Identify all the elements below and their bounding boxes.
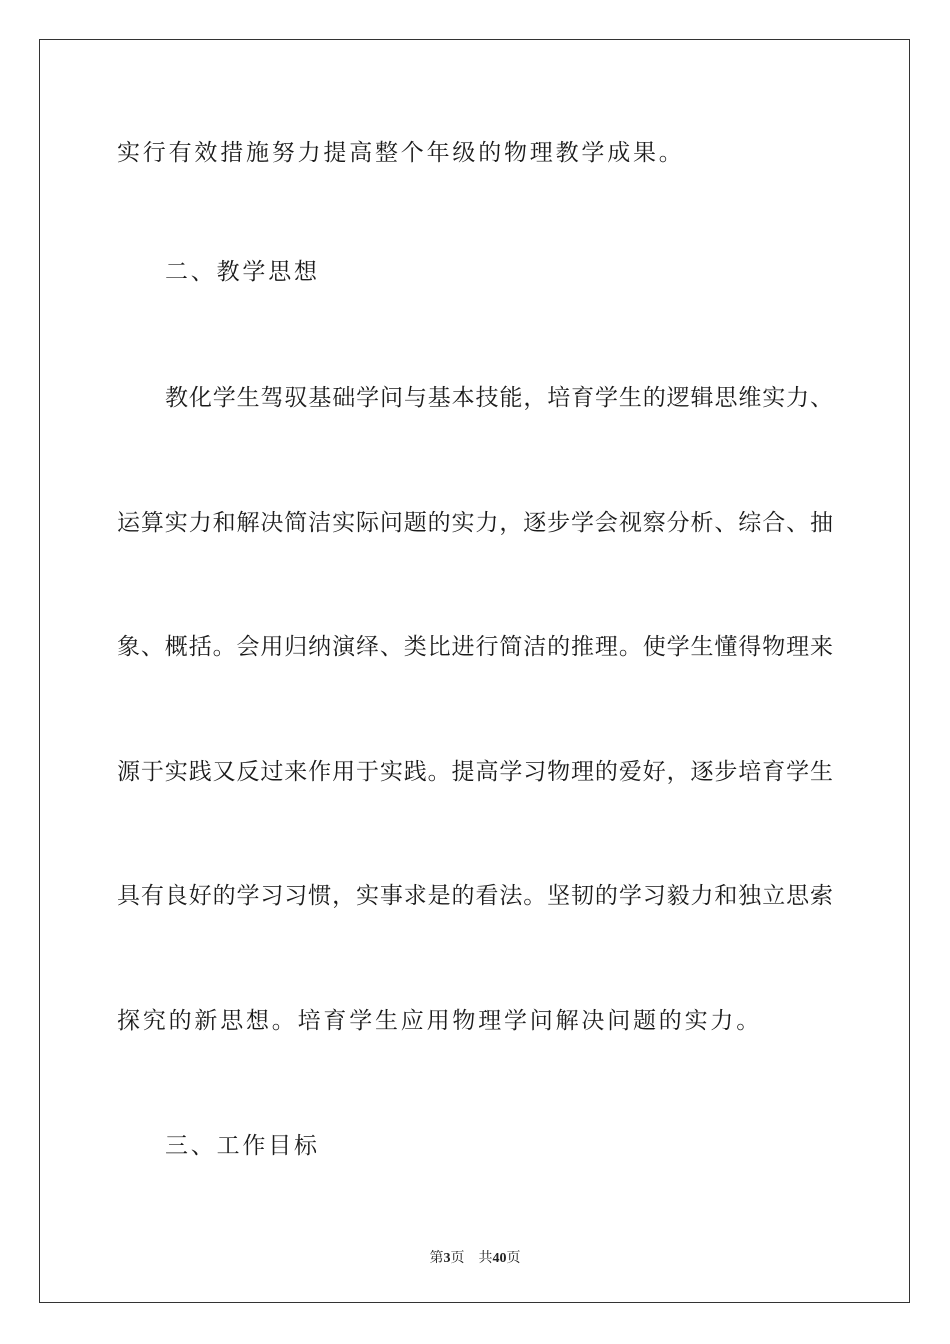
footer-page-suffix: 页 bbox=[450, 1250, 465, 1266]
footer-total-prefix: 共 bbox=[478, 1250, 493, 1266]
page-footer bbox=[0, 1247, 950, 1267]
footer-page-number: 3 bbox=[443, 1251, 451, 1266]
footer-total-pages: 40 bbox=[492, 1251, 507, 1266]
body-text-line: 具有良好的学习习惯，实事求是的看法。坚韧的学习毅力和独立思索 bbox=[117, 883, 833, 909]
footer-total-suffix: 页 bbox=[506, 1250, 521, 1266]
section-heading: 三、工作目标 bbox=[165, 1133, 320, 1159]
body-text-line: 运算实力和解决简洁实际问题的实力，逐步学会视察分析、综合、抽 bbox=[117, 510, 833, 536]
page-border bbox=[39, 39, 910, 1303]
body-text-line: 探究的新思想。培育学生应用物理学问解决问题的实力。 bbox=[117, 1008, 762, 1034]
body-text-line: 教化学生驾驭基础学问与基本技能，培育学生的逻辑思维实力、 bbox=[165, 385, 833, 411]
body-text-line: 象、概括。会用归纳演绎、类比进行简洁的推理。使学生懂得物理来 bbox=[117, 634, 833, 660]
section-heading: 二、教学思想 bbox=[165, 259, 320, 285]
body-text-line: 源于实践又反过来作用于实践。提高学习物理的爱好，逐步培育学生 bbox=[117, 759, 833, 785]
body-text-line: 实行有效措施努力提高整个年级的物理教学成果。 bbox=[117, 140, 685, 166]
footer-page-prefix: 第 bbox=[429, 1250, 444, 1266]
